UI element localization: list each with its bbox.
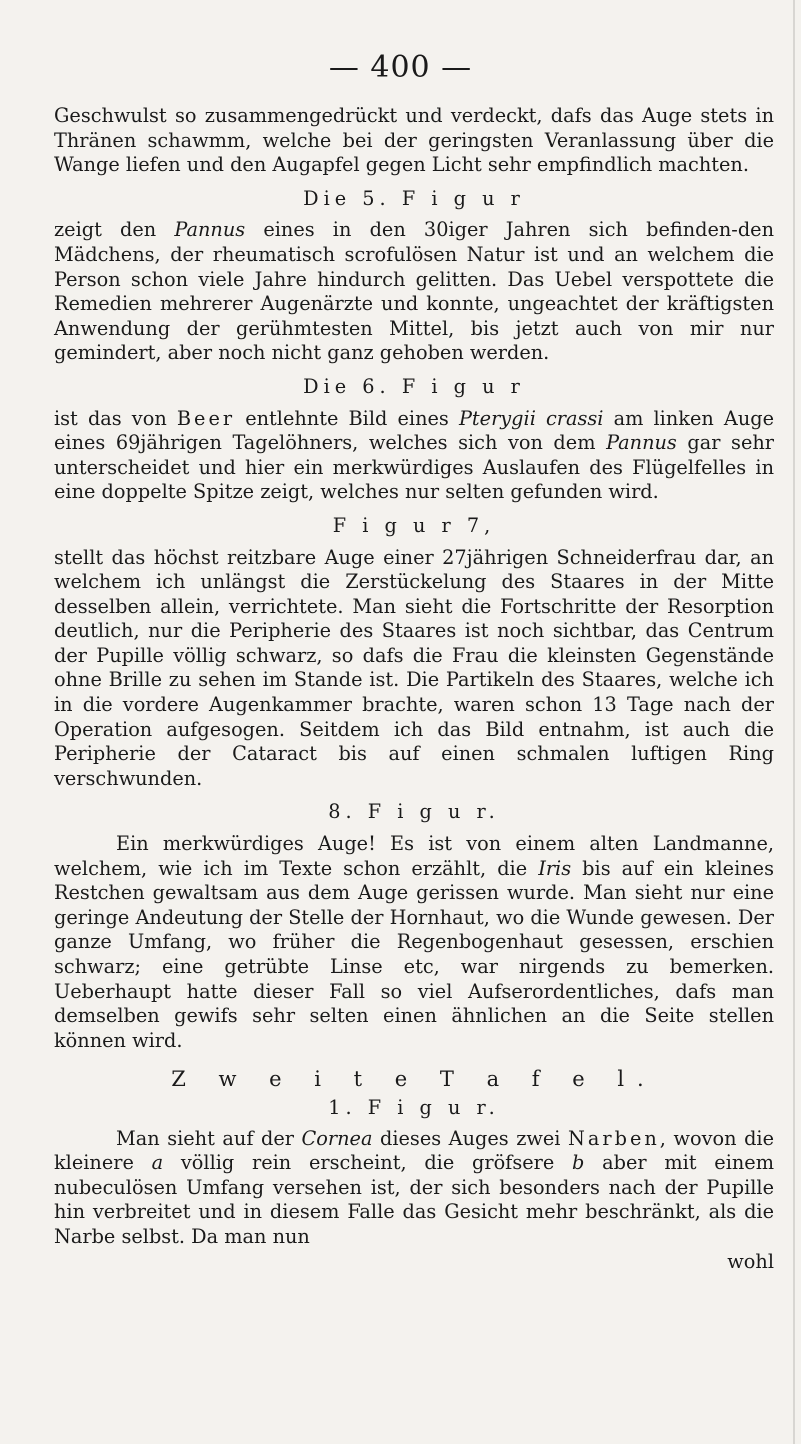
figure-8-heading: 8. F i g u r. — [328, 800, 500, 824]
figure-6-term-2: Pannus — [606, 431, 677, 455]
figure-5-heading: Die 5. F i g u r — [303, 186, 525, 210]
tafel-2-text-b: dieses Auges zwei — [372, 1126, 569, 1150]
figure-8-text-a: Ein merkwürdiges Auge! Es ist von einem alten Landmanne, welchem, wie ich im Texte schon erzählt, die — [54, 832, 774, 880]
tafel-2-figure-1-heading: 1. F i g u r. — [328, 1095, 500, 1119]
figure-6-heading: Die 6. F i g u r — [303, 374, 525, 398]
page-edge-line — [793, 0, 795, 1444]
tafel-2-heading: Z w e i t e T a f e l. — [171, 1067, 657, 1092]
figure-6-text-c: am linken Auge eines 69jährigen Tagelöhners, welches sich von dem — [54, 406, 775, 455]
page-number: — 400 — — [328, 50, 473, 85]
tafel-2-spaced-word: Narben — [568, 1126, 660, 1150]
tafel-2-text-e: aber mit einem nubeculösen Umfang versehen ist, der sich besonders nach der Pupille hin verbreitet und in diesem Falle das Gesicht mehr beschränkt, als die Narbe selbst. Da man nun — [54, 1151, 774, 1248]
body-text — [54, 104, 774, 1274]
figure-6-text-b: entlehnte Bild eines — [235, 406, 459, 430]
figure-7-heading: F i g u r 7, — [332, 513, 496, 537]
intro-paragraph: Geschwulst so zusammengedrückt und verdeckt, dafs das Auge stets in Thränen schawmm, welche bei der geringsten Veranlassung über die Wange liefen und den Augapfel gegen Licht sehr empfindlich machten. — [54, 104, 774, 177]
figure-5-paragraph — [54, 218, 774, 366]
tafel-2-text-c: , wovon die kleinere — [54, 1126, 774, 1175]
figure-6-paragraph — [54, 407, 774, 505]
figure-6-term-1: Pterygii crassi — [458, 406, 604, 430]
figure-7-paragraph: stellt das höchst reitzbare Auge einer 27jährigen Schneiderfrau dar, an welchem ich unlängst die Zerstückelung des Staares in der Mitte desselben allein, verrichtete. Man sieht die Fortschritte der Resorption deutlich, nur die Peripherie des Staares ist noch sichtbar, das Centrum der Pupille völlig schwarz, so dafs die Frau die kleinsten Gegenstände ohne Brille zu sehen im Stande ist. Die Partikeln des Staares, welche ich in die vordere Augenkammer brachte, waren schon 13 Tage nach der Operation aufgesogen. Seitdem ich das Bild entnahm, ist auch die Peripherie der Cataract bis auf einen schmalen luftigen Ring verschwunden. — [54, 545, 774, 790]
figure-6-name: Beer — [176, 406, 236, 430]
tafel-2-figure-1-paragraph — [54, 1127, 774, 1250]
tafel-2-letter-b: b — [572, 1151, 585, 1175]
figure-8-text-b: bis auf ein kleines Restchen gewaltsam aus dem Auge gerissen wurde. Man sieht nur eine geringe Andeutung der Stelle der Hornhaut, wo die Wunde gewesen. Der ganze Umfang, wo früher die Regenbogenhaut gesessen, erschien schwarz; eine getrübte Linse etc, war nirgends zu bemerken. Ueberhaupt hatte dieser Fall so viel Aufserordentliches, dafs man demselben gewifs sehr selten einen ähnlichen an die Seite stellen können wird. — [54, 856, 774, 1052]
figure-5-text-a: zeigt den — [54, 218, 175, 242]
tafel-2-text-a: Man sieht auf der — [116, 1126, 302, 1150]
figure-8-term: Iris — [538, 856, 572, 880]
tafel-2-letter-a: a — [151, 1151, 164, 1175]
tafel-2-text-d: völlig rein erscheint, die gröfsere — [163, 1151, 573, 1175]
tafel-2-term: Cornea — [301, 1126, 373, 1150]
figure-5-text-b: eines in den 30iger Jahren sich befinden-den Mädchens, der rheumatisch scrofulösen Natur ist und an welchem die Person schon viele Jahre hindurch gelitten. Das Uebel verspottete die Remedien mehrerer Augenärzte und konnte, ungeachtet der kräftigsten Anwendung der gerühmtesten Mittel, bis jetzt auch von mir nur gemindert, aber noch nicht ganz gehoben werden. — [54, 218, 774, 365]
figure-5-term: Pannus — [174, 218, 246, 242]
figure-6-text-a: ist das von — [54, 406, 177, 430]
figure-6-text-d: gar sehr unterscheidet und hier ein merkwürdiges Auslaufen des Flügelfelles in eine doppelte Spitze zeigt, welches nur selten gefunden wird. — [54, 431, 774, 504]
catchword: wohl — [727, 1249, 774, 1273]
figure-8-paragraph — [54, 832, 774, 1053]
